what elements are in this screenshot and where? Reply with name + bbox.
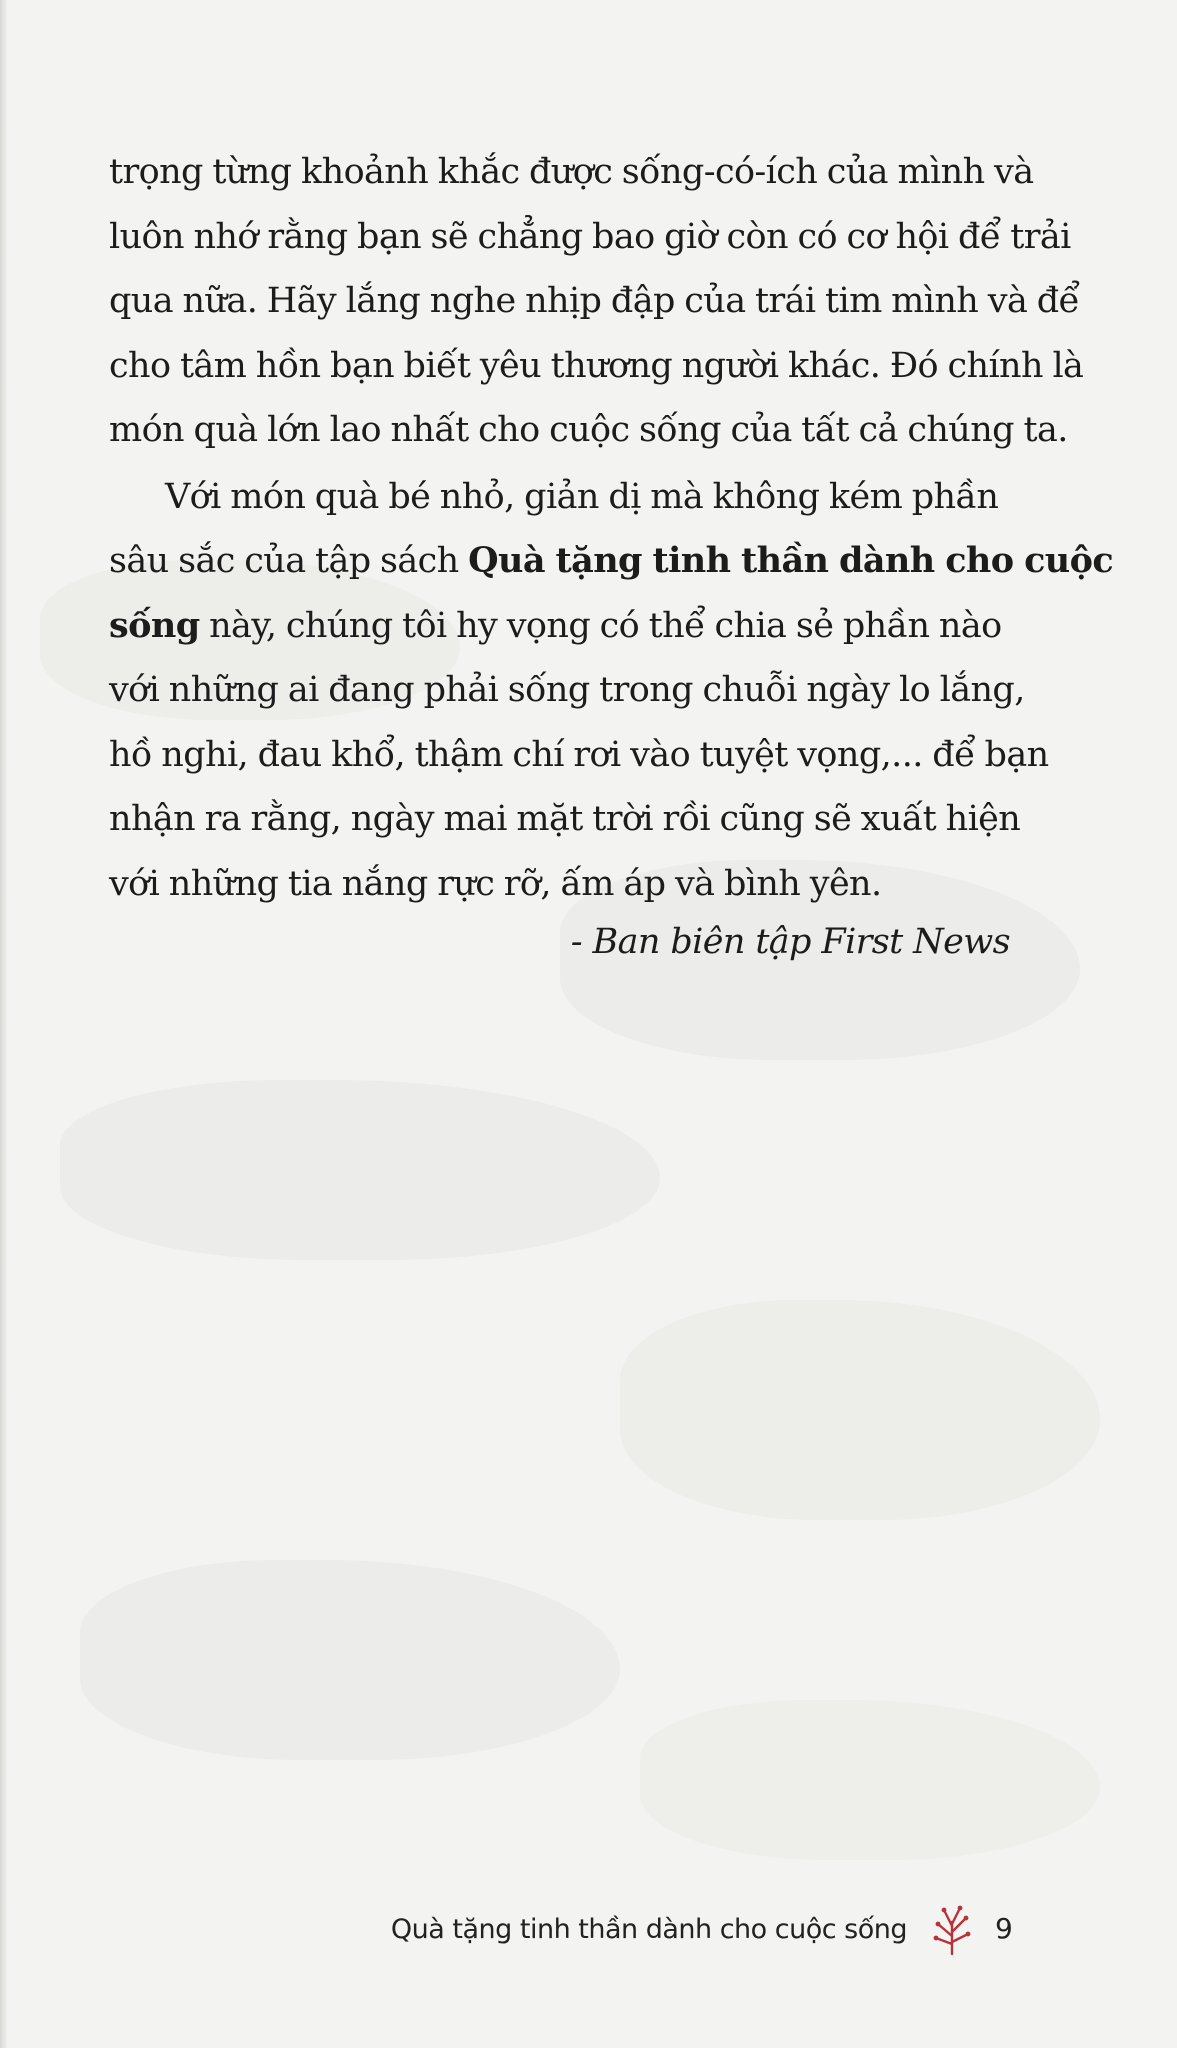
text-line: món quà lớn lao nhất cho cuộc sống của tất cả chúng ta.	[109, 410, 1068, 450]
sprig-ornament-icon	[930, 1902, 974, 1956]
background-texture	[80, 1560, 620, 1760]
text-fragment: này, chúng tôi hy vọng có thể chia sẻ phần nào	[199, 605, 1002, 646]
background-texture	[620, 1300, 1100, 1520]
text-line	[109, 529, 1114, 594]
text-line: với những ai đang phải sống trong chuỗi ngày lo lắng,	[109, 670, 1025, 710]
page-number: 9	[995, 1912, 1013, 1945]
text-line: trọng từng khoảnh khắc được sống-có-ích của mình và	[109, 152, 1034, 192]
text-line: nhận ra rằng, ngày mai mặt trời rồi cũng sẽ xuất hiện	[109, 799, 1021, 839]
background-texture	[640, 1700, 1100, 1860]
body-text	[109, 140, 1114, 916]
text-line: luôn nhớ rằng bạn sẽ chẳng bao giờ còn có cơ hội để trải	[109, 216, 1071, 257]
text-line: với những tia nắng rực rỡ, ấm áp và bình yên.	[109, 863, 882, 904]
text-line	[109, 594, 1009, 659]
signature: - Ban biên tập First News	[570, 922, 1010, 962]
running-footer-title: Quà tặng tinh thần dành cho cuộc sống	[390, 1914, 907, 1945]
text-line: hồ nghi, đau khổ, thậm chí rơi vào tuyệt vọng,... để bạn	[109, 734, 1049, 775]
text-fragment: sâu sắc của tập sách	[109, 541, 469, 581]
background-texture	[60, 1080, 660, 1260]
book-title-emphasis: sống	[109, 604, 200, 646]
text-line: cho tâm hồn bạn biết yêu thương người khác. Đó chính là	[109, 345, 1084, 386]
book-title-emphasis: Quà tặng tinh thần dành cho cuộc	[468, 540, 1114, 581]
text-line: qua nữa. Hãy lắng nghe nhịp đập của trái tim mình và để	[109, 281, 1080, 321]
page-edge-shadow	[0, 0, 8, 2048]
text-line: Với món quà bé nhỏ, giản dị mà không kém phần	[165, 476, 999, 517]
